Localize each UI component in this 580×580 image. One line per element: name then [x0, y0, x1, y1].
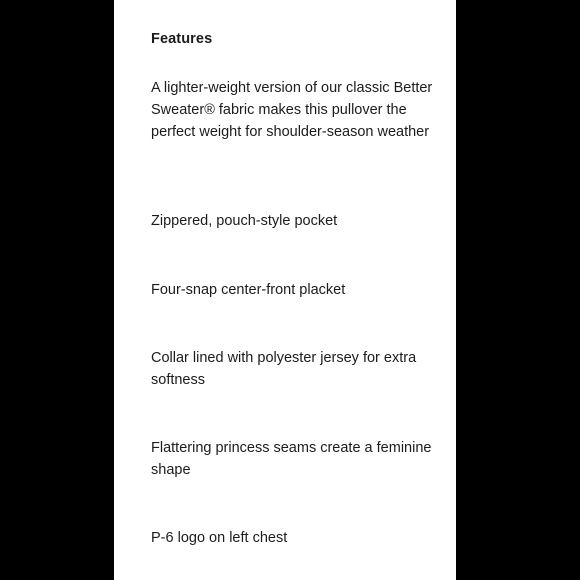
- feature-item: Collar lined with polyester jersey for extra softness: [151, 350, 417, 388]
- feature-item: P-6 logo on left chest: [151, 530, 288, 546]
- feature-item: Flattering princess seams create a feminine shape: [151, 440, 432, 478]
- features-heading: Features: [151, 31, 213, 47]
- feature-item: A lighter-weight version of our classic Better Sweater® fabric makes this pullover the perfect weight for shoulder-season weather: [151, 80, 433, 140]
- feature-item: Four-snap center-front placket: [151, 282, 346, 298]
- feature-item: Zippered, pouch-style pocket: [151, 213, 338, 229]
- features-panel: [114, 0, 456, 580]
